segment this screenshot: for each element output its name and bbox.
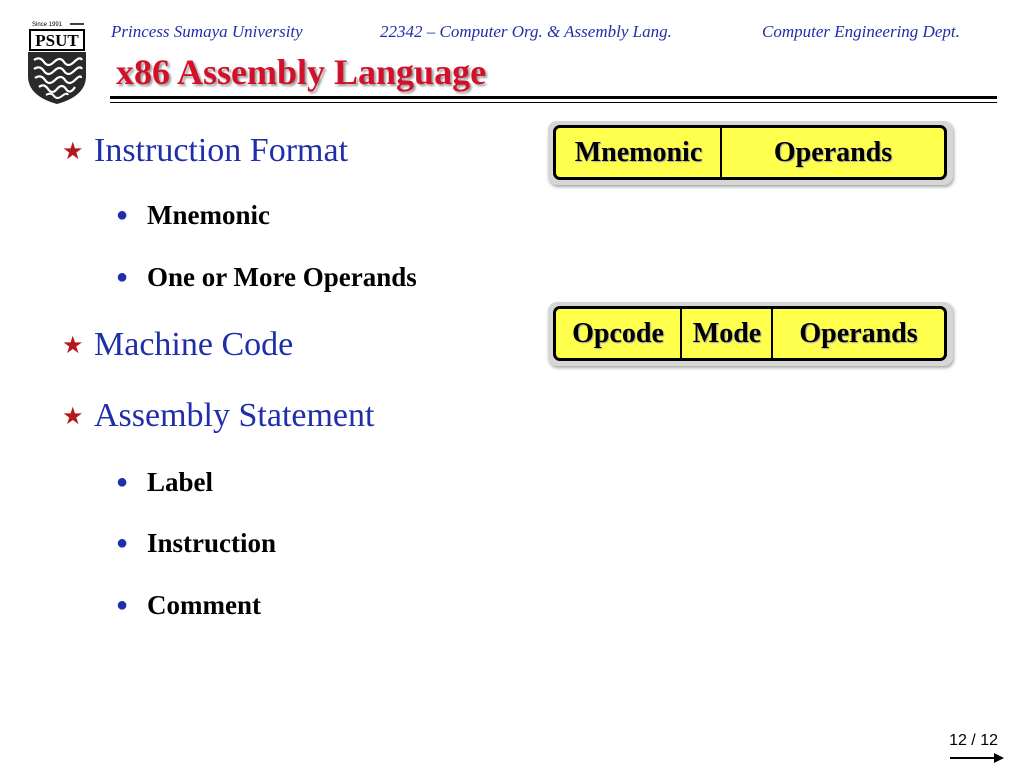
bullet-machine-code bbox=[62, 325, 293, 365]
title-rule-thick bbox=[110, 96, 997, 99]
right-arrow-icon[interactable] bbox=[950, 752, 1004, 764]
subbullet-comment bbox=[116, 587, 261, 623]
subbullet-label: Mnemonic bbox=[147, 199, 270, 230]
slide-title: x86 Assembly Language bbox=[116, 52, 487, 92]
bullet-label: Instruction Format bbox=[94, 132, 349, 169]
subbullet-label: One or More Operands bbox=[147, 261, 417, 292]
machine-code-diagram bbox=[548, 302, 953, 366]
bullet-dot-icon: ● bbox=[116, 593, 129, 616]
logo-text: PSUT bbox=[35, 31, 79, 50]
bullet-dot-icon: ● bbox=[116, 265, 129, 288]
subbullet-operands bbox=[116, 259, 417, 295]
header-university: Princess Sumaya University bbox=[111, 22, 303, 41]
page-number: 12 / 12 bbox=[949, 732, 998, 749]
star-icon: ★ bbox=[62, 332, 84, 359]
header-department: Computer Engineering Dept. bbox=[762, 22, 960, 41]
subbullet-label: Comment bbox=[147, 589, 261, 620]
subbullet-mnemonic bbox=[116, 197, 270, 233]
bullet-label: Assembly Statement bbox=[94, 397, 375, 434]
bullet-assembly-statement bbox=[62, 396, 374, 436]
bullet-dot-icon: ● bbox=[116, 203, 129, 226]
field-operands: Operands bbox=[773, 136, 893, 168]
bullet-instruction-format bbox=[62, 131, 348, 171]
star-icon: ★ bbox=[62, 403, 84, 430]
header-course: 22342 – Computer Org. & Assembly Lang. bbox=[380, 22, 672, 41]
title-rule-thin bbox=[110, 102, 997, 103]
machine-code-box bbox=[553, 306, 947, 361]
field-operands: Operands bbox=[799, 317, 918, 349]
field-mode: Mode bbox=[692, 317, 762, 349]
subbullet-label-item bbox=[116, 464, 213, 500]
field-opcode: Opcode bbox=[572, 317, 664, 349]
bullet-dot-icon: ● bbox=[116, 531, 129, 554]
subbullet-label: Label bbox=[147, 466, 214, 497]
bullet-label: Machine Code bbox=[94, 326, 294, 363]
subbullet-label: Instruction bbox=[147, 527, 277, 558]
bullet-dot-icon: ● bbox=[116, 470, 129, 493]
logo-since-text: Since 1991 bbox=[32, 22, 63, 28]
instruction-format-diagram bbox=[548, 121, 953, 185]
psut-logo bbox=[26, 18, 88, 104]
subbullet-instruction bbox=[116, 525, 276, 561]
field-mnemonic: Mnemonic bbox=[574, 136, 703, 168]
star-icon: ★ bbox=[62, 138, 84, 165]
instruction-format-box bbox=[553, 125, 947, 180]
